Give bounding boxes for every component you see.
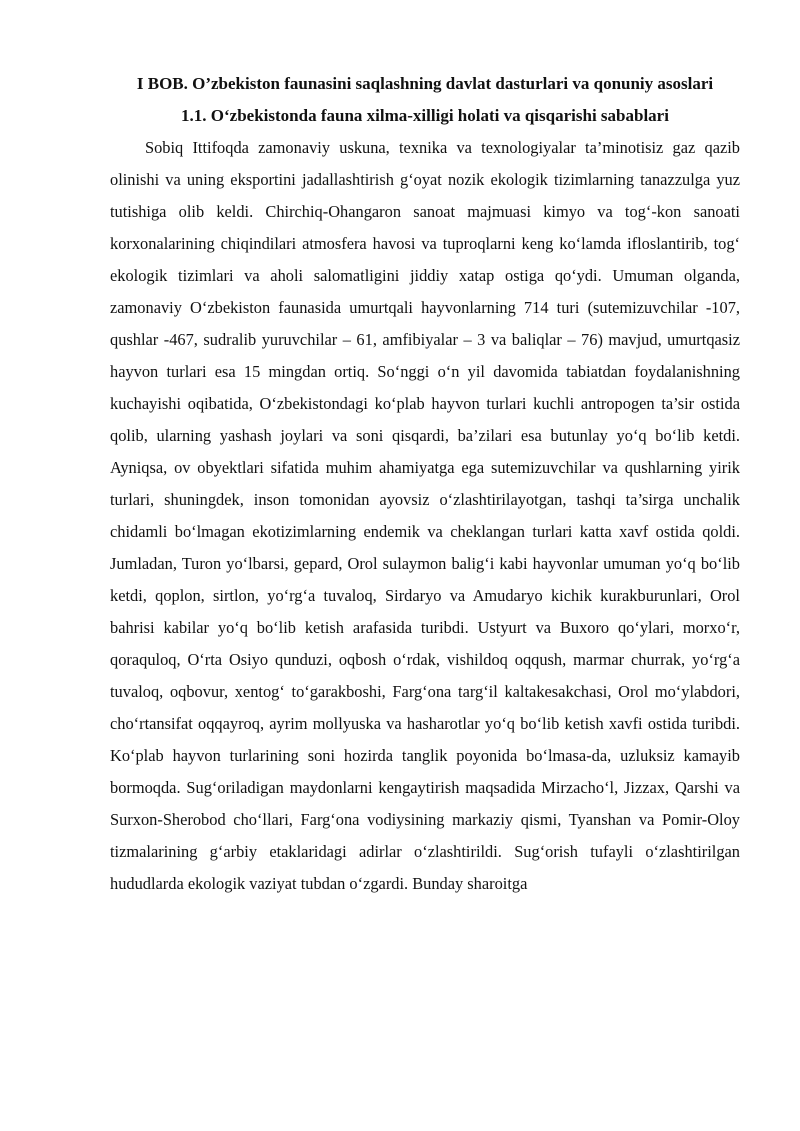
section-title: 1.1. O‘zbekistonda fauna xilma-xilligi holati va qisqarishi sabablari [181, 106, 669, 125]
document-page [110, 68, 740, 900]
chapter-title: I BOB. O’zbekiston faunasini saqlashning davlat dasturlari va qonuniy asoslari [136, 74, 714, 93]
body-paragraph: Sobiq Ittifoqda zamonaviy uskuna, texnika va texnologiyalar ta’minotisiz gaz qazib olinishi va uning eksportini jadallashtirish g‘oyat nozik ekologik tizimlarning tanazzulga yuz tutishiga olib keldi. Chirchiq-Ohangaron sanoat majmuasi kimyo va tog‘-kon sanoati korxonalarining chiqindilari atmosfera havosi va tuproqlarni keng ko‘lamda ifloslantirib, tog‘ ekologik tizimlari va aholi salomatligini jiddiy xatap ostiga qo‘ydi. Umuman olganda, zamonaviy O‘zbekiston faunasida umurtqali hayvonlarning 714 turi (sutemizuvchilar -107, qushlar -467, sudralib yuruvchilar – 61, amfibiyalar – 3 va baliqlar – 76) mavjud, umurtqasiz hayvon turlari esa 15 mingdan ortiq. So‘nggi o‘n yil davomida tabiatdan foydalanishning kuchayishi oqibatida, O‘zbekistondagi ko‘plab hayvon turlari kuchli antropogen ta’sir ostida qolib, ularning yashash joylari va soni qisqardi, ba’zilari esa butunlay yo‘q bo‘lib ketdi. Ayniqsa, ov obyektlari sifatida muhim ahamiyatga ega sutemizuvchilar va qushlarning yirik turlari, shuningdek, inson tomonidan ayovsiz o‘zlashtirilayotgan, tashqi ta’sirga unchalik chidamli bo‘lmagan ekotizimlarning endemik va cheklangan turlari katta xavf ostida qoldi. Jumladan, Turon yo‘lbarsi, gepard, Orol sulaymon balig‘i kabi hayvonlar umuman yo‘q bo‘lib ketdi, qoplon, sirtlon, yo‘rg‘a tuvaloq, Sirdaryo va Amudaryo kichik kurakburunlari, Orol bahrisi kabilar yo‘q bo‘lib ketish arafasida turibdi. Ustyurt va Buxoro qo‘ylari, morxo‘r, qoraquloq, O‘rta Osiyo qunduzi, oqbosh o‘rdak, vishildoq oqqush, marmar churrak, yo‘rg‘a tuvaloq, oqbovur, xentog‘ to‘garakboshi, Farg‘ona targ‘il kaltakesakchasi, Orol mo‘ylabdori, cho‘rtansifat oqqayroq, ayrim mollyuska va hasharotlar yo‘q bo‘lib ketish xavfi ostida turibdi. Ko‘plab hayvon turlarining soni hozirda tanglik poyonida bo‘lmasa-da, uzluksiz kamayib bormoqda. Sug‘oriladigan maydonlarni kengaytirish maqsadida Mirzacho‘l, Jizzax, Qarshi va Surxon-Sherobod cho‘llari, Farg‘ona vodiysining markaziy qismi, Tyanshan va Pomir-Oloy tizmalarining g‘arbiy etaklaridagi adirlar o‘zlashtirildi. Sug‘orish tufayli o‘zlashtirilgan hududlarda ekologik vaziyat tubdan o‘zgardi. Bunday sharoitga [110, 138, 740, 893]
